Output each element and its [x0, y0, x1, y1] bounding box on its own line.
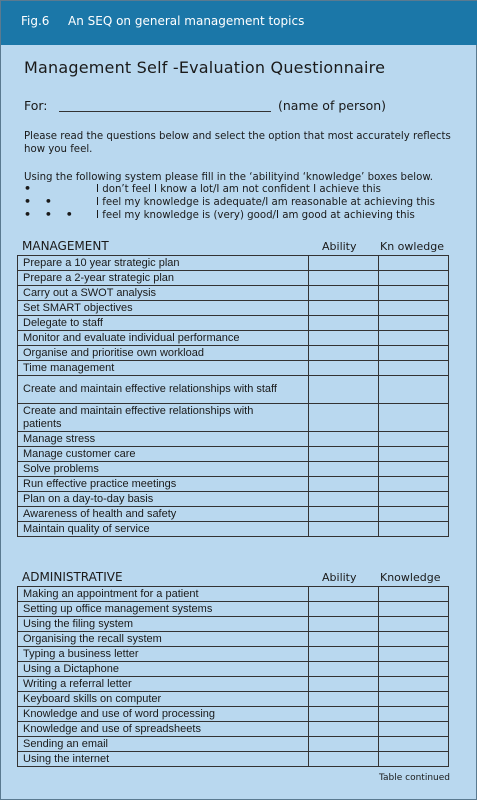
key-dots-1: •: [24, 182, 37, 195]
ability-box[interactable]: [309, 404, 379, 432]
table-row: [18, 404, 449, 432]
knowledge-box[interactable]: [379, 752, 449, 767]
knowledge-box[interactable]: [379, 256, 449, 271]
management-heading: MANAGEMENT: [22, 239, 109, 253]
question-label: Carry out a SWOT analysis: [18, 286, 309, 301]
question-label: Plan on a day-to-day basis: [18, 492, 309, 507]
knowledge-box[interactable]: [379, 331, 449, 346]
ability-box[interactable]: [309, 707, 379, 722]
table-row: [18, 722, 449, 737]
knowledge-box[interactable]: [379, 376, 449, 404]
table-row: [18, 617, 449, 632]
table-row: [18, 361, 449, 376]
ability-box[interactable]: [309, 737, 379, 752]
ability-box[interactable]: [309, 447, 379, 462]
for-label: For:: [24, 98, 48, 113]
question-label: Create and maintain effective relationships with patients: [18, 404, 309, 432]
knowledge-box[interactable]: [379, 316, 449, 331]
ability-box[interactable]: [309, 492, 379, 507]
knowledge-box[interactable]: [379, 346, 449, 361]
table-row: [18, 271, 449, 286]
knowledge-box[interactable]: [379, 522, 449, 537]
table-row: [18, 477, 449, 492]
knowledge-box[interactable]: [379, 617, 449, 632]
key-row-2: [24, 197, 464, 210]
knowledge-box[interactable]: [379, 692, 449, 707]
table-row: [18, 346, 449, 361]
ability-box[interactable]: [309, 432, 379, 447]
instructions-2: Using the following system please fill in the ‘abilityind ‘knowledge’ boxes below.: [24, 172, 433, 183]
table-row: [18, 331, 449, 346]
question-label: Set SMART objectives: [18, 301, 309, 316]
question-label: Awareness of health and safety: [18, 507, 309, 522]
figure-header: [1, 1, 477, 45]
knowledge-box[interactable]: [379, 404, 449, 432]
key-text-3: I feel my knowledge is (very) good/I am good at achieving this: [96, 210, 415, 221]
question-label: Using a Dictaphone: [18, 662, 309, 677]
knowledge-box[interactable]: [379, 602, 449, 617]
knowledge-box[interactable]: [379, 477, 449, 492]
knowledge-box[interactable]: [379, 447, 449, 462]
ability-box[interactable]: [309, 301, 379, 316]
ability-box[interactable]: [309, 256, 379, 271]
table-row: [18, 462, 449, 477]
question-label: Manage customer care: [18, 447, 309, 462]
instructions-1: Please read the questions below and select the option that most accurately reflects how you feel.: [24, 131, 451, 155]
ability-box[interactable]: [309, 286, 379, 301]
knowledge-box[interactable]: [379, 662, 449, 677]
question-label: Typing a business letter: [18, 647, 309, 662]
ability-box[interactable]: [309, 316, 379, 331]
table-row: [18, 692, 449, 707]
ability-box[interactable]: [309, 662, 379, 677]
question-label: Prepare a 10 year strategic plan: [18, 256, 309, 271]
figure-number: Fig.6: [21, 14, 50, 28]
ability-box[interactable]: [309, 677, 379, 692]
question-label: Knowledge and use of spreadsheets: [18, 722, 309, 737]
key-row-1: [24, 184, 464, 197]
key-text-1: I don’t feel I know a lot/I am not confident I achieve this: [96, 184, 381, 195]
question-label: Setting up office management systems: [18, 602, 309, 617]
table-row: [18, 286, 449, 301]
question-label: Manage stress: [18, 432, 309, 447]
table-row: [18, 632, 449, 647]
table-row: [18, 707, 449, 722]
table-row: [18, 647, 449, 662]
knowledge-box[interactable]: [379, 432, 449, 447]
knowledge-box[interactable]: [379, 361, 449, 376]
administrative-table: [17, 586, 449, 767]
knowledge-box[interactable]: [379, 462, 449, 477]
knowledge-box[interactable]: [379, 647, 449, 662]
question-label: Sending an email: [18, 737, 309, 752]
question-label: Keyboard skills on computer: [18, 692, 309, 707]
question-label: Run effective practice meetings: [18, 477, 309, 492]
question-label: Writing a referral letter: [18, 677, 309, 692]
administrative-col-knowledge: Knowledge: [380, 571, 441, 584]
management-table: [17, 255, 449, 537]
page-title: Management Self -Evaluation Questionnaire: [24, 58, 386, 77]
question-label: Making an appointment for a patient: [18, 587, 309, 602]
table-row: [18, 662, 449, 677]
management-col-knowledge: Kn owledge: [380, 240, 444, 253]
table-continued-note: Table continued: [379, 773, 450, 783]
question-label: Organise and prioritise own workload: [18, 346, 309, 361]
table-row: [18, 432, 449, 447]
administrative-heading: ADMINISTRATIVE: [22, 570, 123, 584]
question-label: Prepare a 2-year strategic plan: [18, 271, 309, 286]
question-label: Maintain quality of service: [18, 522, 309, 537]
ability-box[interactable]: [309, 376, 379, 404]
table-row: [18, 507, 449, 522]
ability-box[interactable]: [309, 722, 379, 737]
key-text-2: I feel my knowledge is adequate/I am reasonable at achieving this: [96, 197, 435, 208]
question-label: Using the internet: [18, 752, 309, 767]
table-row: [18, 492, 449, 507]
question-label: Monitor and evaluate individual performance: [18, 331, 309, 346]
ability-box[interactable]: [309, 271, 379, 286]
knowledge-box[interactable]: [379, 707, 449, 722]
table-row: [18, 587, 449, 602]
ability-box[interactable]: [309, 602, 379, 617]
table-row: [18, 737, 449, 752]
ability-box[interactable]: [309, 462, 379, 477]
question-label: Organising the recall system: [18, 632, 309, 647]
ability-box[interactable]: [309, 346, 379, 361]
table-row: [18, 522, 449, 537]
table-row: [18, 301, 449, 316]
question-label: Using the filing system: [18, 617, 309, 632]
table-row: [18, 376, 449, 404]
table-row: [18, 677, 449, 692]
knowledge-box[interactable]: [379, 301, 449, 316]
table-row: [18, 316, 449, 331]
knowledge-box[interactable]: [379, 507, 449, 522]
ability-box[interactable]: [309, 692, 379, 707]
question-label: Create and maintain effective relationships with staff: [18, 376, 309, 404]
figure-caption: An SEQ on general management topics: [68, 14, 305, 28]
ability-box[interactable]: [309, 647, 379, 662]
table-row: [18, 447, 449, 462]
knowledge-box[interactable]: [379, 632, 449, 647]
key-dots-3: • • •: [24, 208, 78, 221]
table-row: [18, 256, 449, 271]
question-label: Delegate to staff: [18, 316, 309, 331]
administrative-heading-row: [22, 570, 462, 586]
knowledge-box[interactable]: [379, 587, 449, 602]
ability-box[interactable]: [309, 507, 379, 522]
ability-box[interactable]: [309, 632, 379, 647]
management-heading-row: [22, 239, 462, 255]
for-hint: (name of person): [278, 98, 387, 113]
administrative-col-ability: Ability: [322, 571, 357, 584]
knowledge-box[interactable]: [379, 737, 449, 752]
ability-box[interactable]: [309, 522, 379, 537]
ability-box[interactable]: [309, 477, 379, 492]
question-label: Solve problems: [18, 462, 309, 477]
table-row: [18, 752, 449, 767]
name-blank-line[interactable]: [59, 111, 271, 112]
ability-box[interactable]: [309, 331, 379, 346]
knowledge-box[interactable]: [379, 722, 449, 737]
ability-box[interactable]: [309, 587, 379, 602]
knowledge-box[interactable]: [379, 271, 449, 286]
ability-box[interactable]: [309, 617, 379, 632]
table-row: [18, 602, 449, 617]
knowledge-box[interactable]: [379, 677, 449, 692]
for-row: [24, 98, 464, 116]
key-dots-2: • •: [24, 195, 57, 208]
knowledge-box[interactable]: [379, 286, 449, 301]
ability-box[interactable]: [309, 361, 379, 376]
question-label: Time management: [18, 361, 309, 376]
key-row-3: [24, 210, 464, 223]
knowledge-box[interactable]: [379, 492, 449, 507]
ability-box[interactable]: [309, 752, 379, 767]
question-label: Knowledge and use of word processing: [18, 707, 309, 722]
management-col-ability: Ability: [322, 240, 357, 253]
